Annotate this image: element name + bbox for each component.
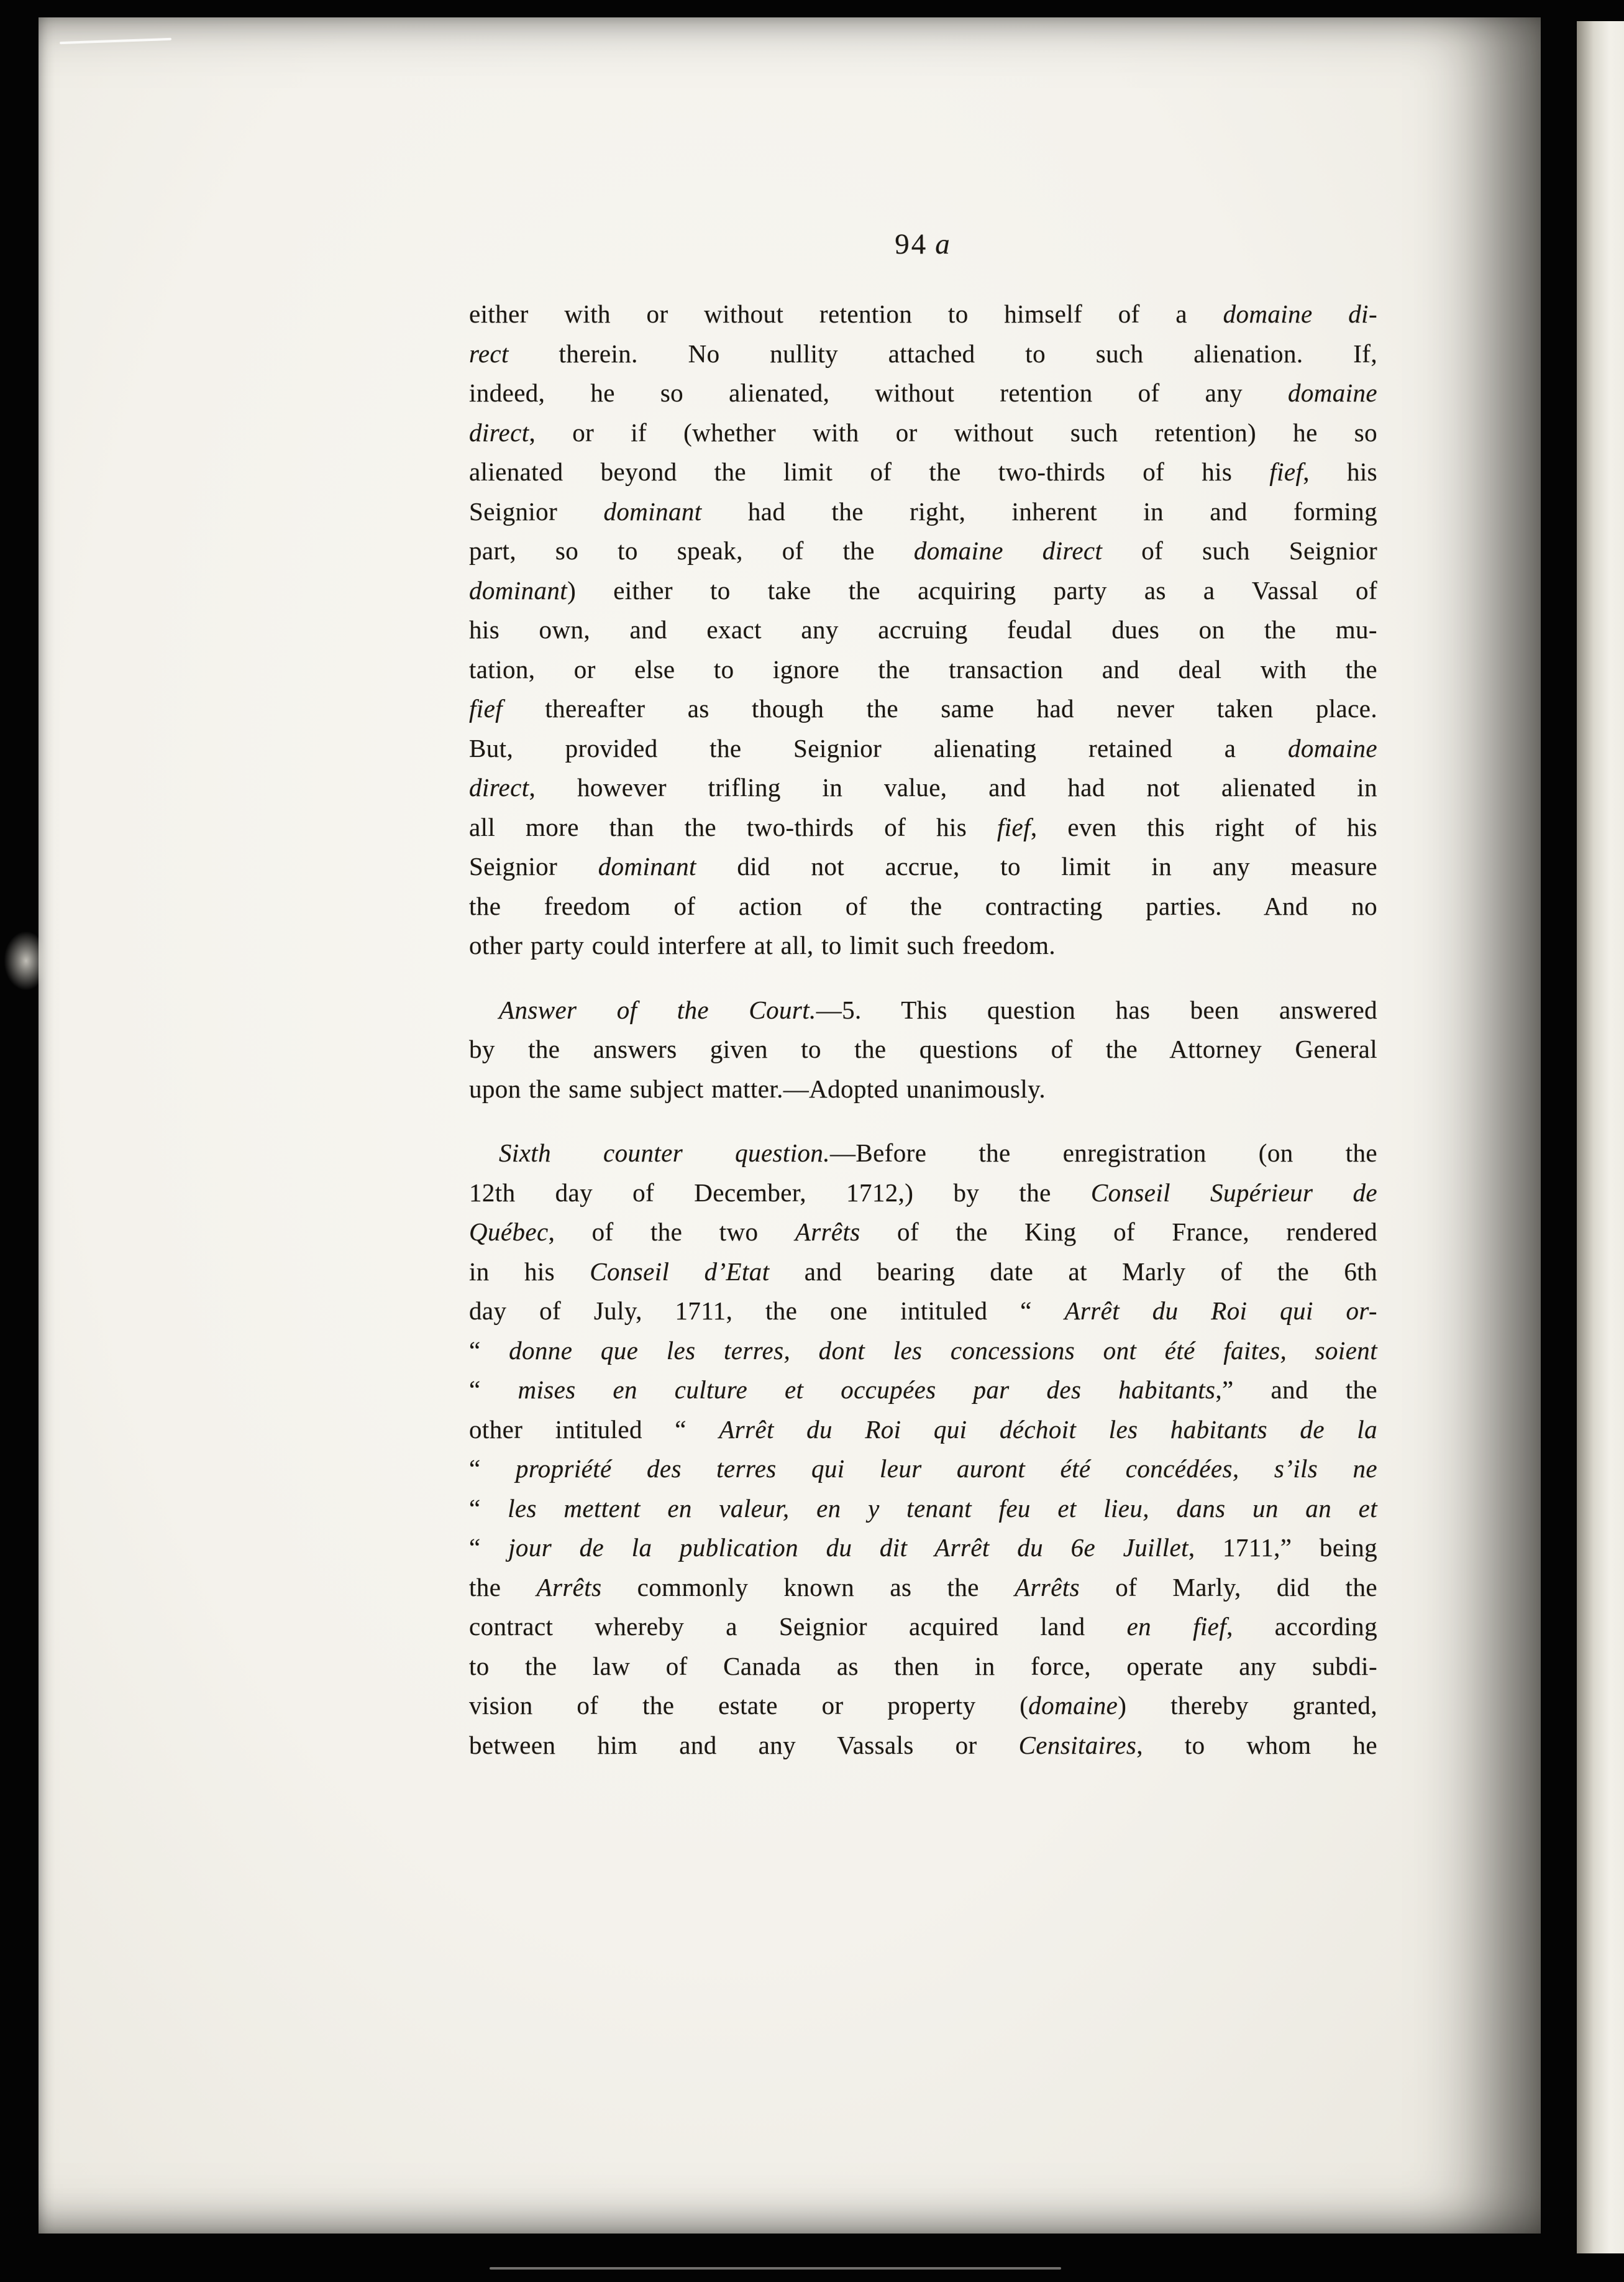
text-segment: in his <box>469 1257 590 1286</box>
text-line <box>469 334 1377 374</box>
text-segment: of Marly, did the <box>1079 1572 1377 1602</box>
text-segment: But, provided the Seignior alienating retained a <box>469 733 1288 763</box>
answer-of-the-court-paragraph <box>469 991 1377 1109</box>
text-segment: ,” and the <box>1215 1375 1377 1404</box>
text-segment: vision of the estate or property ( <box>469 1691 1029 1720</box>
italic-text-segment: donne que les terres, dont les concessions ont été faites, soient <box>509 1336 1377 1365</box>
text-line <box>469 808 1377 848</box>
facing-page-edge <box>1577 21 1624 2253</box>
italic-text-segment: Québec <box>469 1217 549 1246</box>
text-segment: thereafter as though the same had never taken place. <box>502 694 1377 723</box>
italic-text-segment: dominant <box>469 575 568 605</box>
italic-text-segment: Arrêt du Roi qui or- <box>1064 1296 1377 1325</box>
text-segment: between him and any Vassals or <box>469 1730 1019 1759</box>
italic-text-segment: dominant <box>598 852 696 881</box>
text-line <box>469 1410 1377 1450</box>
text-segment: “ <box>469 1454 516 1483</box>
text-line <box>469 492 1377 532</box>
italic-text-segment: Conseil d’Etat <box>590 1257 770 1286</box>
text-line <box>469 1212 1377 1252</box>
italic-text-segment: Arrêts <box>536 1572 602 1602</box>
text-segment: his own, and exact any accruing feudal dues on the mu- <box>469 615 1377 644</box>
text-segment: had the right, inherent in and forming <box>701 497 1377 526</box>
text-line <box>469 1686 1377 1726</box>
text-segment: contract whereby a Seignior acquired land <box>469 1612 1127 1641</box>
text-line <box>469 1647 1377 1687</box>
text-segment: “ <box>469 1533 509 1562</box>
page-number <box>469 227 1377 261</box>
text-line <box>469 1070 1377 1109</box>
text-segment: “ <box>469 1493 508 1523</box>
text-segment: ) either to take the acquiring party as a Vassal of <box>567 575 1377 605</box>
italic-text-segment: les mettent en valeur, en y tenant feu et lieu, dans un an et <box>508 1493 1377 1523</box>
text-line <box>469 650 1377 690</box>
italic-text-segment: Conseil Supérieur de <box>1090 1178 1377 1207</box>
text-line <box>469 1607 1377 1647</box>
scan-scratch-mark <box>60 38 171 44</box>
text-line <box>469 1030 1377 1070</box>
text-segment: —5. This question has been answered <box>816 995 1377 1024</box>
text-line <box>469 1331 1377 1371</box>
page-number-main: 94 <box>895 228 928 260</box>
text-line <box>469 452 1377 492</box>
italic-text-segment: propriété des terres qui leur auront été concédées, s’ils ne <box>515 1454 1377 1483</box>
italic-text-segment: Arrêts <box>795 1217 860 1246</box>
text-segment: alienated beyond the limit of the two-thirds of his <box>469 457 1270 486</box>
italic-text-segment: rect <box>469 339 509 368</box>
italic-text-segment: domaine <box>1288 733 1377 763</box>
text-segment: , his <box>1303 457 1377 486</box>
text-line <box>469 1449 1377 1489</box>
page-number-suffix: a <box>935 228 952 260</box>
text-segment: of the King of France, rendered <box>860 1217 1377 1246</box>
text-line <box>469 1173 1377 1213</box>
text-line <box>469 413 1377 453</box>
text-line <box>469 1370 1377 1410</box>
text-segment: did not accrue, to limit in any measure <box>696 852 1377 881</box>
text-segment: , or if (whether with or without such retention) he so <box>529 418 1377 447</box>
italic-text-segment: direct <box>469 418 529 447</box>
italic-text-segment: en fief <box>1126 1612 1227 1641</box>
italic-text-segment: domaine direct <box>913 536 1103 565</box>
text-segment: either with or without retention to himself of a <box>469 300 1223 328</box>
text-line <box>469 991 1377 1030</box>
italic-text-segment: Sixth counter question. <box>499 1139 830 1167</box>
italic-text-segment: fief <box>469 694 503 723</box>
text-segment: , to whom he <box>1136 1730 1377 1759</box>
text-segment: , of the two <box>548 1217 795 1246</box>
text-line <box>469 1252 1377 1292</box>
text-segment: tation, or else to ignore the transaction and deal with the <box>469 654 1377 684</box>
text-line <box>469 768 1377 808</box>
italic-text-segment: Arrêt du Roi qui déchoit les habitants de la <box>719 1414 1377 1444</box>
text-segment: by the answers given to the questions of the Attorney General <box>469 1035 1377 1063</box>
text-segment: ) thereby granted, <box>1118 1691 1377 1720</box>
italic-text-segment: Arrêts <box>1015 1572 1080 1602</box>
text-line <box>469 1568 1377 1608</box>
text-segment: day of July, 1711, the one intituled “ <box>469 1296 1065 1325</box>
text-line <box>469 689 1377 729</box>
italic-text-segment: mises en culture et occupées par des habitants <box>518 1375 1216 1404</box>
text-segment: upon the same subject matter.—Adopted unanimously. <box>469 1074 1046 1103</box>
text-line <box>469 1134 1377 1173</box>
text-segment: other intituled “ <box>469 1414 719 1444</box>
text-segment: therein. No nullity attached to such alienation. If, <box>508 339 1377 368</box>
text-segment: , even this right of his <box>1030 812 1377 841</box>
text-segment: indeed, he so alienated, without retention of any <box>469 378 1288 407</box>
text-line <box>469 847 1377 887</box>
italic-text-segment: Censitaires <box>1018 1730 1137 1759</box>
text-block <box>469 295 1377 1765</box>
text-line <box>469 1489 1377 1529</box>
text-line <box>469 373 1377 413</box>
text-line <box>469 1528 1377 1568</box>
italic-text-segment: domaine <box>1288 378 1377 407</box>
text-line <box>469 1291 1377 1331</box>
text-segment: , 1711,” being <box>1188 1533 1378 1562</box>
book-page <box>39 17 1541 2234</box>
text-line <box>469 571 1377 611</box>
italic-text-segment: Answer of the Court. <box>499 995 816 1024</box>
text-segment: —Before the enregistration (on the <box>829 1139 1377 1167</box>
italic-text-segment: domaine di- <box>1223 300 1378 328</box>
scan-smudge <box>4 931 48 991</box>
text-line <box>469 531 1377 571</box>
text-segment: “ <box>469 1336 509 1365</box>
text-segment: , according <box>1226 1612 1377 1641</box>
text-segment: of such Seignior <box>1102 536 1378 565</box>
scan-artifact-line <box>490 2267 1061 2270</box>
sixth-counter-question-paragraph <box>469 1134 1377 1765</box>
text-segment: and bearing date at Marly of the 6th <box>769 1257 1377 1286</box>
italic-text-segment: direct <box>469 773 529 802</box>
text-segment: part, so to speak, of the <box>469 536 914 565</box>
text-segment: other party could interfere at all, to limit such freedom. <box>469 931 1056 960</box>
body-paragraph-continuation <box>469 295 1377 966</box>
text-segment: “ <box>469 1375 518 1404</box>
text-segment: Seignior <box>469 497 604 526</box>
text-line <box>469 926 1377 966</box>
italic-text-segment: jour de la publication du dit Arrêt du 6e Juillet <box>508 1533 1188 1562</box>
text-line <box>469 887 1377 927</box>
text-line <box>469 610 1377 650</box>
italic-text-segment: dominant <box>603 497 702 526</box>
text-segment: , however trifling in value, and had not alienated in <box>529 773 1377 802</box>
text-segment: the <box>469 1572 537 1602</box>
text-segment: commonly known as the <box>601 1572 1015 1602</box>
text-segment: 12th day of December, 1712,) by the <box>469 1178 1091 1207</box>
text-segment: the freedom of action of the contracting parties. And no <box>469 891 1377 920</box>
italic-text-segment: fief <box>997 812 1031 841</box>
italic-text-segment: fief <box>1269 457 1303 486</box>
text-segment: all more than the two-thirds of his <box>469 812 997 841</box>
italic-text-segment: domaine <box>1028 1691 1118 1720</box>
text-line <box>469 295 1377 334</box>
text-line <box>469 1726 1377 1766</box>
text-segment: Seignior <box>469 852 598 881</box>
text-line <box>469 729 1377 769</box>
text-segment: to the law of Canada as then in force, operate any subdi- <box>469 1651 1377 1680</box>
